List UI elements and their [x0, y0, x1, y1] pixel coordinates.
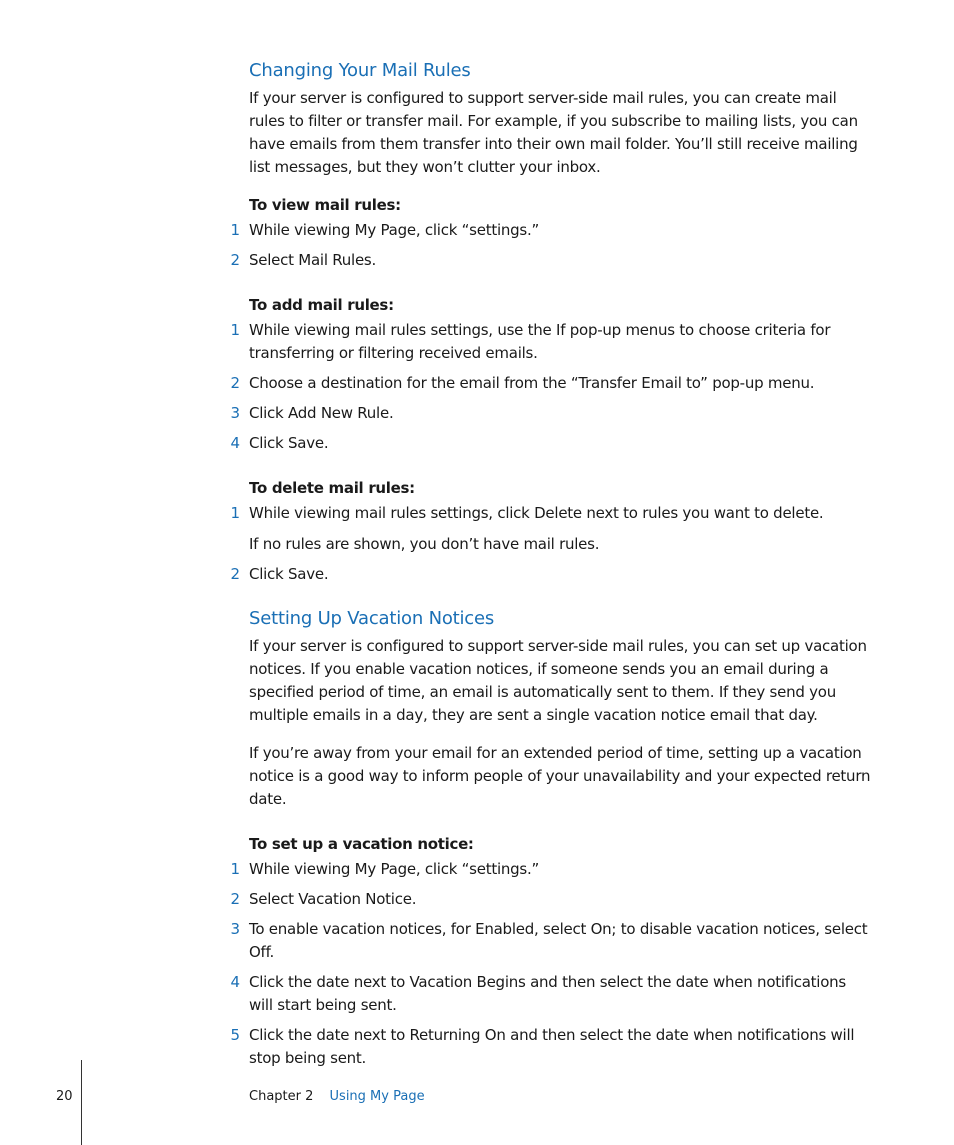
add-mail-rules-heading: To add mail rules:: [249, 296, 394, 314]
step-text: Click the date next to Returning On and then select the date when notifications will stop being sent.: [249, 1026, 855, 1067]
chapter-label: Chapter 2: [249, 1089, 314, 1104]
step-item: [230, 502, 871, 556]
step-number: 1: [230, 321, 240, 339]
step-text: Click Add New Rule.: [249, 404, 394, 422]
step-note: If no rules are shown, you don’t have mail rules.: [249, 535, 600, 553]
step-text: To enable vacation notices, for Enabled, select On; to disable vacation notices, select Off.: [249, 920, 868, 961]
step-item: [230, 888, 871, 911]
delete-mail-rules-heading: To delete mail rules:: [249, 479, 415, 497]
step-text: While viewing mail rules settings, use the If pop-up menus to choose criteria for transferring or filtering received emails.: [249, 321, 831, 362]
step-item: [230, 563, 871, 586]
step-item: [230, 249, 871, 272]
step-number: 1: [230, 860, 240, 878]
step-number: 4: [230, 973, 240, 991]
step-number: 2: [230, 251, 240, 269]
step-item: [230, 1024, 871, 1070]
step-item: [230, 858, 871, 881]
step-number: 4: [230, 434, 240, 452]
step-text: Click Save.: [249, 434, 329, 452]
step-number: 2: [230, 374, 240, 392]
setup-vacation-heading: To set up a vacation notice:: [249, 835, 474, 853]
step-item: [230, 372, 871, 395]
setup-vacation-steps: [230, 858, 871, 1070]
page-content: [230, 60, 871, 1077]
mail-rules-intro: If your server is configured to support server-side mail rules, you can create mail rules to filter or transfer mail. For example, if you subscribe to mailing lists, you can have emails from them transfer into their own mail folder. You’ll still receive mailing list messages, but they won’t clutter your inbox.: [249, 89, 858, 176]
step-text: Click Save.: [249, 565, 329, 583]
step-number: 2: [230, 890, 240, 908]
step-text: While viewing My Page, click “settings.”: [249, 221, 540, 239]
view-mail-rules-steps: [230, 219, 871, 272]
view-mail-rules-heading: To view mail rules:: [249, 196, 401, 214]
chapter-title-link[interactable]: Using My Page: [329, 1089, 425, 1104]
step-number: 3: [230, 404, 240, 422]
step-text: Choose a destination for the email from the “Transfer Email to” pop-up menu.: [249, 374, 815, 392]
step-item: [230, 432, 871, 455]
step-text: Click the date next to Vacation Begins and then select the date when notifications will start being sent.: [249, 973, 846, 1014]
step-number: 5: [230, 1026, 240, 1044]
vacation-intro-paragraph-1: If your server is configured to support server-side mail rules, you can set up vacation notices. If you enable vacation notices, if someone sends you an email during a specified period of time, an email is automatically sent to them. If they send you multiple emails in a day, they are sent a single vacation notice email that day.: [249, 637, 867, 724]
step-item: [230, 971, 871, 1017]
step-text: Select Mail Rules.: [249, 251, 377, 269]
step-item: [230, 402, 871, 425]
step-text: While viewing mail rules settings, click Delete next to rules you want to delete.: [249, 504, 824, 522]
footer-divider: [81, 1060, 82, 1145]
step-text: Select Vacation Notice.: [249, 890, 417, 908]
step-number: 2: [230, 565, 240, 583]
add-mail-rules-steps: [230, 319, 871, 455]
section-heading-vacation-notices: Setting Up Vacation Notices: [249, 608, 495, 629]
step-number: 3: [230, 920, 240, 938]
step-item: [230, 918, 871, 964]
footer-chapter: [249, 1088, 425, 1106]
step-item: [230, 219, 871, 242]
step-item: [230, 319, 871, 365]
step-text: While viewing My Page, click “settings.”: [249, 860, 540, 878]
delete-mail-rules-steps: [230, 502, 871, 586]
section-heading-mail-rules: Changing Your Mail Rules: [249, 60, 471, 81]
page-number: 20: [56, 1089, 73, 1104]
step-number: 1: [230, 221, 240, 239]
step-number: 1: [230, 504, 240, 522]
vacation-intro-paragraph-2: If you’re away from your email for an extended period of time, setting up a vacation notice is a good way to inform people of your unavailability and your expected return date.: [249, 744, 871, 808]
